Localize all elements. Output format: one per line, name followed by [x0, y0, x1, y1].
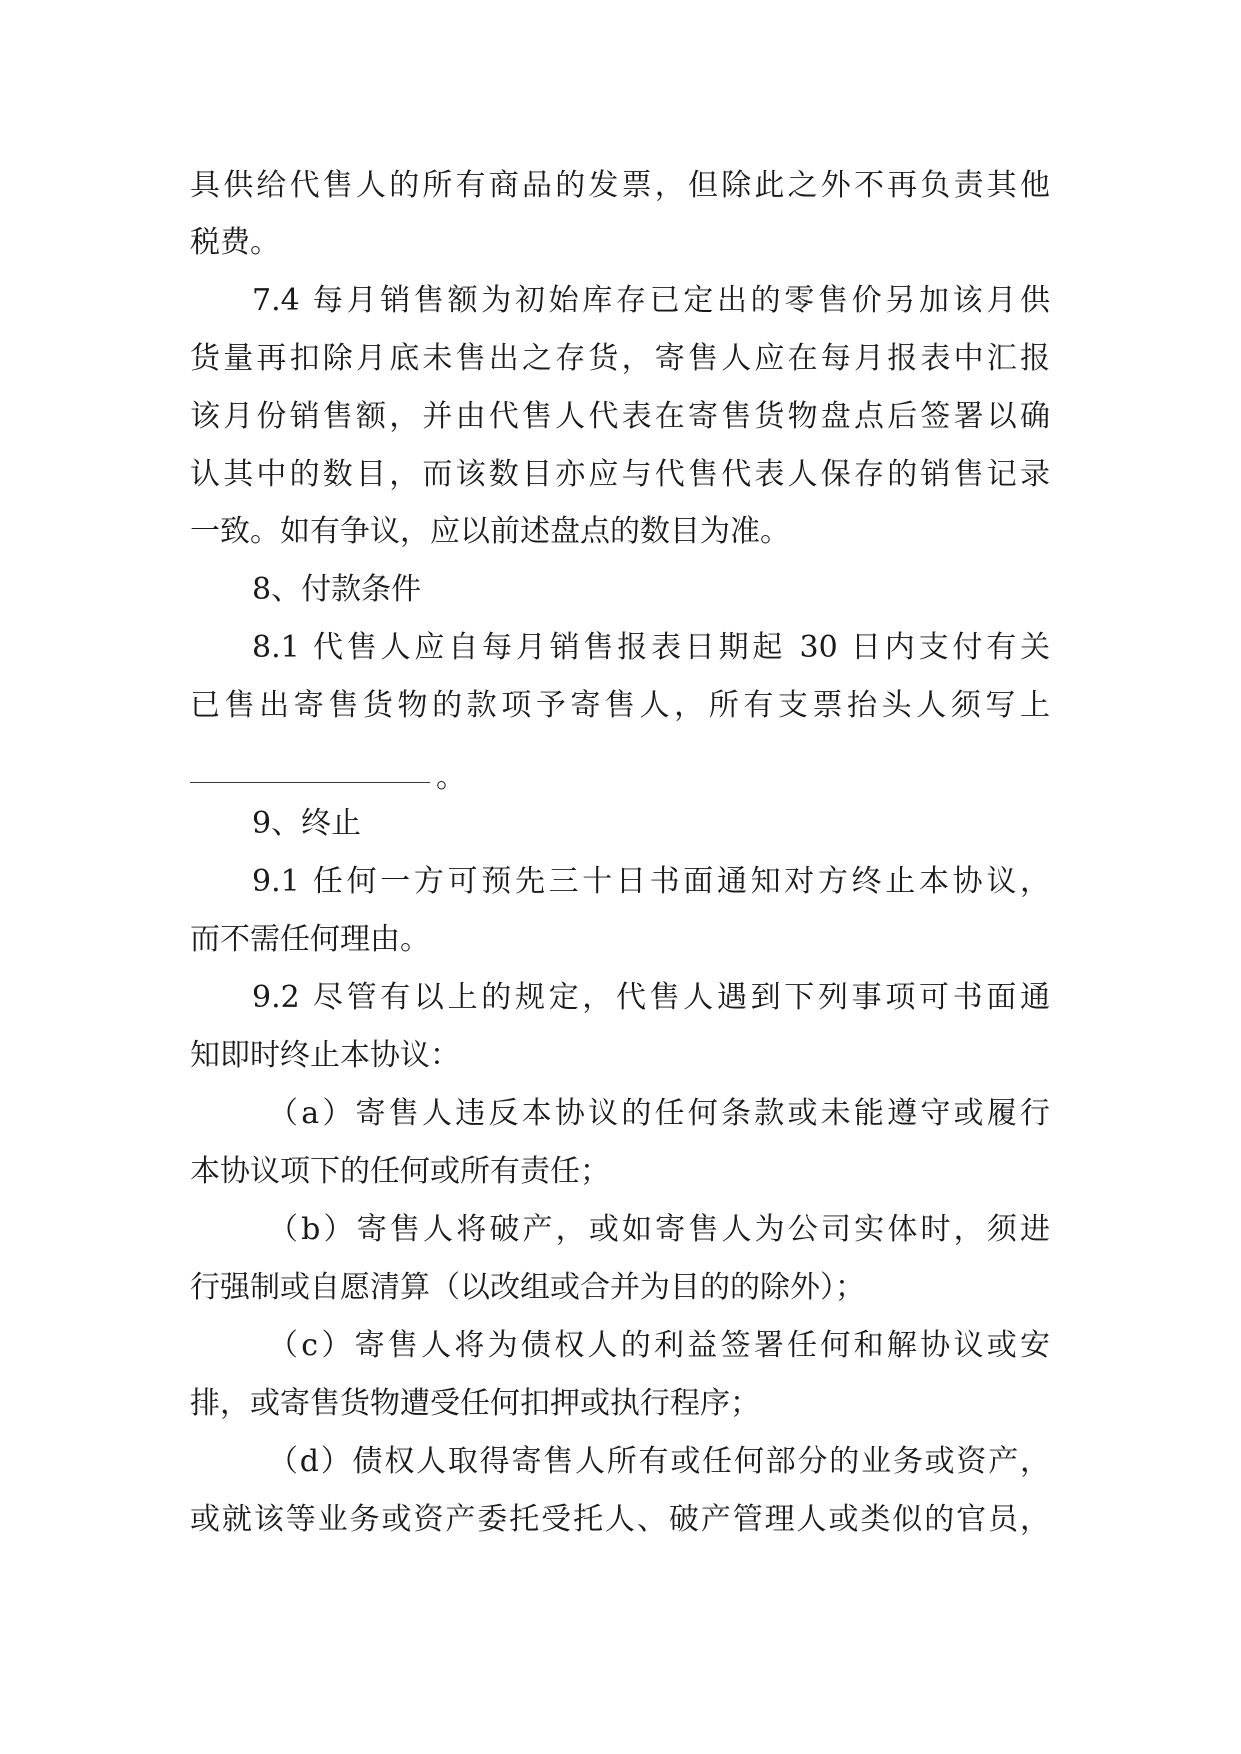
section-8-heading: 8、付款条件: [252, 572, 422, 607]
clause-8-1-heading-line: 8.1 代售人应自每月销售报表日期起 30 日内支付有关: [252, 630, 1050, 665]
clause-9-1-heading-line: 9.1 任何一方可预先三十日书面通知对方终止本协议，: [252, 864, 1050, 899]
item-c-heading-line: （c）寄售人将为债权人的利益签署任何和解协议或安: [268, 1328, 1050, 1363]
paragraph-line: 已售出寄售货物的款项予寄售人，所有支票抬头人须写上: [190, 688, 1050, 723]
item-a-heading-line: （a）寄售人违反本协议的任何条款或未能遵守或履行: [268, 1096, 1050, 1131]
paragraph-line: 知即时终止本协议：: [190, 1038, 460, 1073]
section-9-heading: 9、终止: [252, 806, 362, 841]
paragraph-line: 具供给代售人的所有商品的发票，但除此之外不再负责其他: [190, 168, 1050, 203]
item-b-heading-line: （b）寄售人将破产，或如寄售人为公司实体时，须进: [268, 1212, 1050, 1247]
paragraph-line: 排，或寄售货物遭受任何扣押或执行程序；: [190, 1386, 760, 1421]
paragraph-line: 而不需任何理由。: [190, 922, 430, 957]
paragraph-line: 税费。: [190, 225, 280, 260]
paragraph-line: 本协议项下的任何或所有责任；: [190, 1154, 610, 1189]
paragraph-line: 一致。如有争议，应以前述盘点的数目为准。: [190, 514, 790, 549]
paragraph-line: 或就该等业务或资产委托受托人、破产管理人或类似的官员，: [190, 1502, 1050, 1537]
clause-9-2-heading-line: 9.2 尽管有以上的规定，代售人遇到下列事项可书面通: [252, 980, 1050, 1015]
item-d-heading-line: （d）债权人取得寄售人所有或任何部分的业务或资产，: [268, 1444, 1050, 1479]
paragraph-line: 货量再扣除月底未售出之存货，寄售人应在每月报表中汇报: [190, 341, 1050, 376]
blank-end-punctuation: 。: [436, 760, 466, 795]
paragraph-line: 该月份销售额，并由代售人代表在寄售货物盘点后签署以确: [190, 399, 1050, 434]
clause-7-4-heading-line: 7.4 每月销售额为初始库存已定出的零售价另加该月供: [252, 283, 1050, 318]
fill-in-blank-line: [190, 782, 430, 783]
paragraph-line: 行强制或自愿清算（以改组或合并为目的的除外）；: [190, 1270, 865, 1305]
paragraph-line: 认其中的数目，而该数目亦应与代售代表人保存的销售记录: [190, 457, 1050, 492]
